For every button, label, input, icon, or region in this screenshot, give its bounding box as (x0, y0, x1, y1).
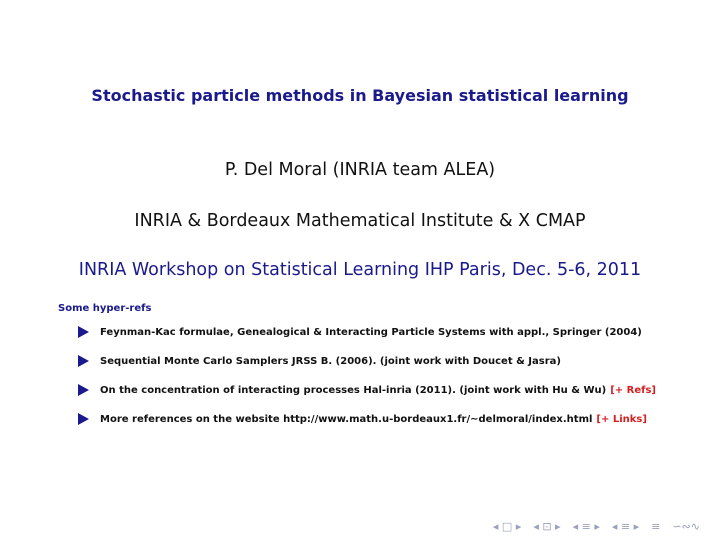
list-item (78, 384, 718, 413)
list-item (78, 413, 718, 442)
slide-title: Stochastic particle methods in Bayesian statistical learning (91, 86, 629, 105)
beamer-navigation-bar (493, 520, 700, 533)
ref-text: Feynman-Kac formulae, Genealogical & Interacting Particle Systems with appl., Springer (2004) (100, 327, 642, 338)
nav-slide-icon[interactable]: ◂ ≡ ▸ (611, 520, 640, 533)
nav-frame-icon[interactable]: ◂ □ ▸ (492, 520, 522, 533)
refs-list (78, 326, 718, 442)
nav-section-icon[interactable]: ◂ ⊡ ▸ (533, 520, 561, 533)
triangle-bullet-icon (78, 326, 89, 338)
nav-search-icon[interactable]: ∽∾∿ (672, 520, 700, 533)
list-item (78, 326, 718, 355)
affiliation-line: INRIA & Bordeaux Mathematical Institute & X CMAP (134, 211, 586, 231)
refs-link[interactable]: [+ Refs] (610, 385, 656, 396)
ref-text: On the concentration of interacting processes Hal-inria (2011). (joint work with Hu & Wu) (100, 385, 607, 396)
triangle-bullet-icon (78, 355, 89, 367)
ref-text: Sequential Monte Carlo Samplers JRSS B. (2006). (joint work with Doucet & Jasra) (100, 356, 561, 367)
list-item (78, 355, 718, 384)
refs-heading: Some hyper-refs (58, 303, 152, 314)
links-link[interactable]: [+ Links] (596, 414, 647, 425)
event-line: INRIA Workshop on Statistical Learning IHP Paris, Dec. 5-6, 2011 (78, 260, 642, 280)
nav-align-icon[interactable]: ≡ (651, 520, 661, 533)
nav-subsection-icon[interactable]: ◂ ≡ ▸ (572, 520, 600, 533)
triangle-bullet-icon (78, 384, 89, 396)
triangle-bullet-icon (78, 413, 89, 425)
ref-text: More references on the website http://www.math.u-bordeaux1.fr/∼delmoral/index.html (100, 414, 593, 425)
author-line: P. Del Moral (INRIA team ALEA) (224, 160, 496, 180)
